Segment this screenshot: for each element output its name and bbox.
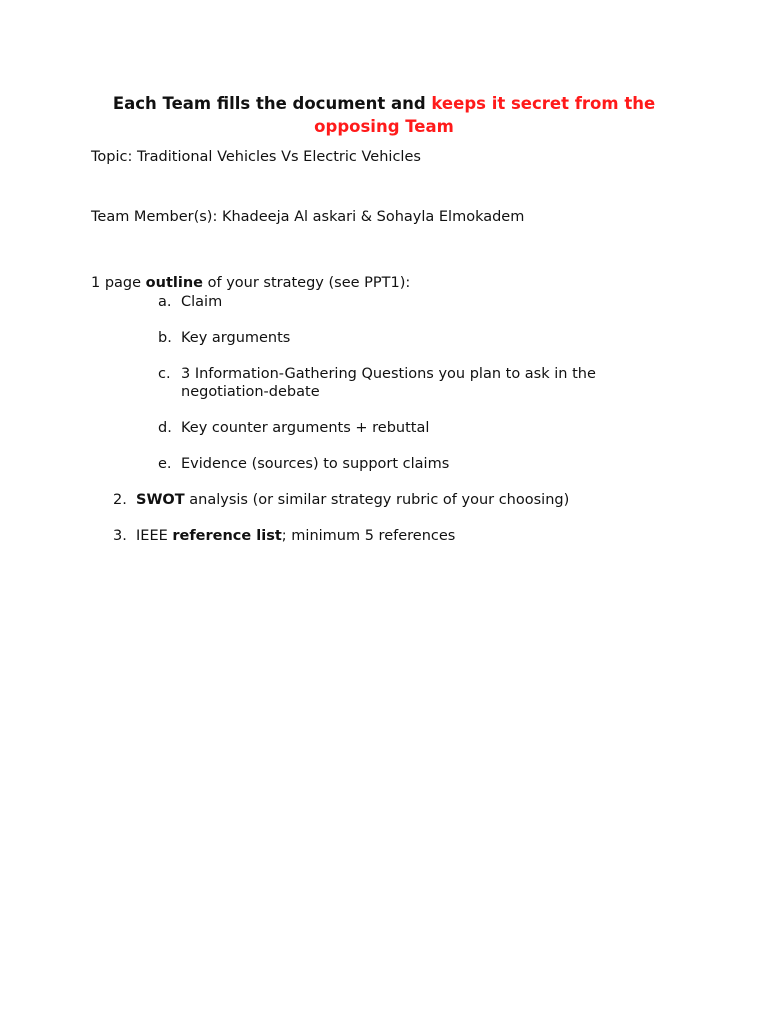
numbered-marker: 2. [113,492,127,508]
numbered-prefix: IEEE [136,528,173,544]
numbered-bold: reference list [172,528,282,544]
numbered-suffix: analysis (or similar strategy rubric of your choosing) [184,492,570,508]
list-marker: a. [158,294,172,310]
outline-prefix: 1 page [91,275,146,291]
list-marker: e. [158,456,172,472]
list-marker: b. [158,330,172,346]
outline-intro-line [91,274,410,292]
numbered-bold: SWOT [136,492,185,508]
heading-black-text: Each Team fills the document and [112,94,432,113]
list-text: 3 Information-Gathering Questions you plan to ask in the negotiation-debate [181,366,596,400]
list-marker: c. [158,366,171,382]
outline-suffix: of your strategy (see PPT1): [203,275,411,291]
list-marker: d. [158,420,172,436]
list-text: Key counter arguments + rebuttal [181,420,430,436]
team-members-line: Team Member(s): Khadeeja Al askari & Sohayla Elmokadem [91,209,525,225]
numbered-marker: 3. [113,528,127,544]
topic-line: Topic: Traditional Vehicles Vs Electric Vehicles [91,149,421,165]
heading-red-text: keeps it secret from the opposing Team [314,94,656,136]
list-text: Evidence (sources) to support claims [181,456,450,472]
list-text: Key arguments [181,330,291,346]
numbered-text [136,527,455,545]
list-text: Claim [181,294,223,310]
outline-bold: outline [145,275,203,291]
numbered-suffix: ; minimum 5 references [281,528,456,544]
document-heading [80,92,688,138]
numbered-text [136,491,569,509]
